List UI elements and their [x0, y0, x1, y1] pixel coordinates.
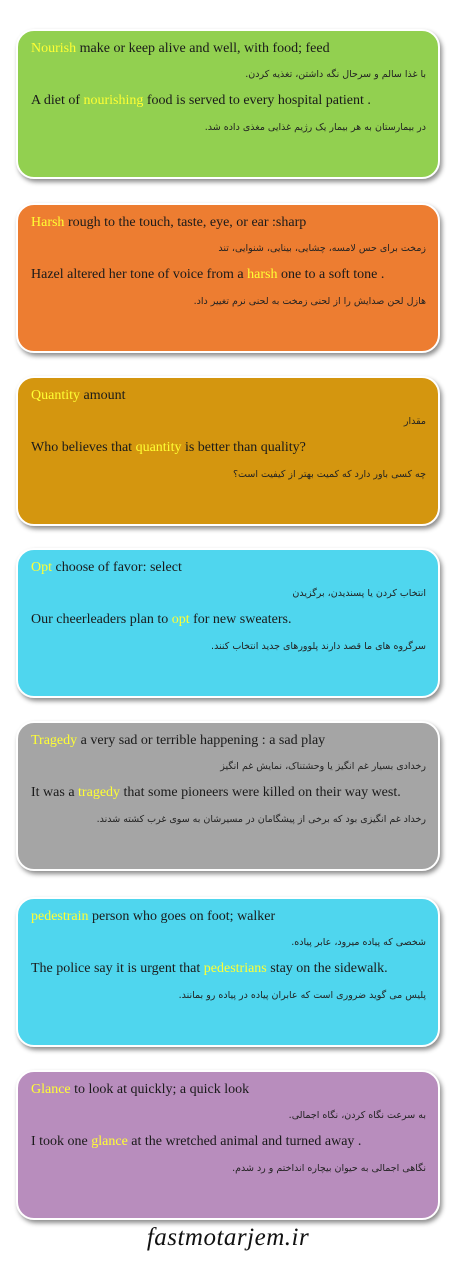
persian-example: پلیس می گوید ضروری است که عابران پیاده در پیاده رو بمانند. — [178, 990, 426, 1001]
example-sentence — [31, 961, 428, 977]
example-after: one to a soft tone . — [277, 267, 385, 282]
word-heading — [31, 909, 428, 925]
definition: make or keep alive and well, with food; feed — [76, 41, 330, 56]
word-heading — [31, 560, 428, 576]
vocab-word: pedestrain — [31, 909, 89, 924]
example-before: Our cheerleaders plan to — [31, 612, 172, 627]
vocab-word: Glance — [31, 1082, 71, 1097]
persian-definition: رخدادی بسیار غم انگیز یا وحشتناک، نمایش غم انگیز — [220, 761, 426, 772]
vocab-word: Quantity — [31, 388, 80, 403]
example-word: opt — [171, 612, 190, 627]
persian-example: چه کسی باور دارد که کمیت بهتر از کیفیت است؟ — [232, 469, 426, 480]
word-heading — [31, 388, 428, 404]
vocab-word: Nourish — [31, 41, 77, 56]
vocab-card-glance — [16, 1070, 440, 1220]
persian-example: نگاهی اجمالی به حیوان بیچاره انداختم و رد شدم. — [232, 1163, 426, 1174]
example-sentence — [31, 612, 428, 628]
definition: amount — [80, 388, 126, 403]
example-word: tragedy — [78, 785, 121, 800]
definition: a very sad or terrible happening : a sad play — [77, 733, 326, 748]
vocab-word: Tragedy — [31, 733, 78, 748]
example-sentence — [31, 785, 428, 801]
persian-example: هازل لحن صدایش را از لحنی زمخت به لحنی نرم تغییر داد. — [193, 296, 426, 307]
vocab-card-tragedy — [16, 721, 440, 871]
vocab-card-quantity — [16, 376, 440, 526]
definition: choose of favor: select — [52, 560, 182, 575]
example-sentence — [31, 93, 428, 109]
vocab-word: Harsh — [31, 215, 65, 230]
vocab-card-pedestrain — [16, 897, 440, 1047]
example-before: Hazel altered her tone of voice from a — [31, 267, 248, 282]
persian-definition: انتخاب کردن یا پسندیدن، برگزیدن — [292, 588, 426, 599]
persian-definition: شخصی که پیاده میرود، عابر پیاده. — [291, 937, 426, 948]
persian-definition: زمخت برای حس لامسه، چشایی، بینایی، شنوایی، تند — [218, 243, 426, 254]
example-sentence — [31, 1134, 428, 1150]
example-word: quantity — [135, 440, 182, 455]
example-after: that some pioneers were killed on their way west. — [120, 785, 401, 800]
example-before: The police say it is urgent that — [31, 961, 204, 976]
example-word: glance — [91, 1134, 128, 1149]
example-before: It was a — [31, 785, 79, 800]
site-footer: fastmotarjem.ir — [146, 1224, 310, 1251]
word-heading — [31, 1082, 428, 1098]
persian-definition: به سرعت نگاه کردن، نگاه اجمالی. — [288, 1110, 426, 1121]
definition: rough to the touch, taste, eye, or ear :sharp — [64, 215, 307, 230]
persian-example: سرگروه های ما قصد دارند پلوورهای جدید انتخاب کنند. — [211, 641, 426, 652]
vocab-card-opt — [16, 548, 440, 698]
vocab-word: Opt — [31, 560, 52, 575]
example-after: food is served to every hospital patient . — [143, 93, 371, 108]
example-sentence — [31, 267, 428, 283]
persian-example: در بیمارستان به هر بیمار یک رژیم غذایی مغذی داده شد. — [204, 122, 426, 133]
persian-example: رخداد غم انگیزی بود که برخی از پیشگامان در مسیرشان به سوی غرب کشته شدند. — [96, 814, 426, 825]
word-heading — [31, 41, 428, 57]
example-word: pedestrians — [203, 961, 267, 976]
example-before: I took one — [31, 1134, 92, 1149]
vocab-card-harsh — [16, 203, 440, 353]
word-heading — [31, 215, 428, 231]
persian-definition: مقدار — [403, 416, 426, 427]
example-after: is better than quality? — [181, 440, 306, 455]
vocab-card-nourish — [16, 29, 440, 179]
example-after: at the wretched animal and turned away . — [127, 1134, 362, 1149]
word-heading — [31, 733, 428, 749]
example-sentence — [31, 440, 428, 456]
example-before: Who believes that — [31, 440, 136, 455]
persian-definition: با غذا سالم و سرحال نگه داشتن، تغذیه کردن. — [245, 69, 426, 80]
example-after: for new sweaters. — [189, 612, 292, 627]
example-word: harsh — [247, 267, 278, 282]
definition: to look at quickly; a quick look — [70, 1082, 250, 1097]
example-after: stay on the sidewalk. — [266, 961, 388, 976]
definition: person who goes on foot; walker — [88, 909, 276, 924]
example-before: A diet of — [31, 93, 84, 108]
example-word: nourishing — [83, 93, 144, 108]
